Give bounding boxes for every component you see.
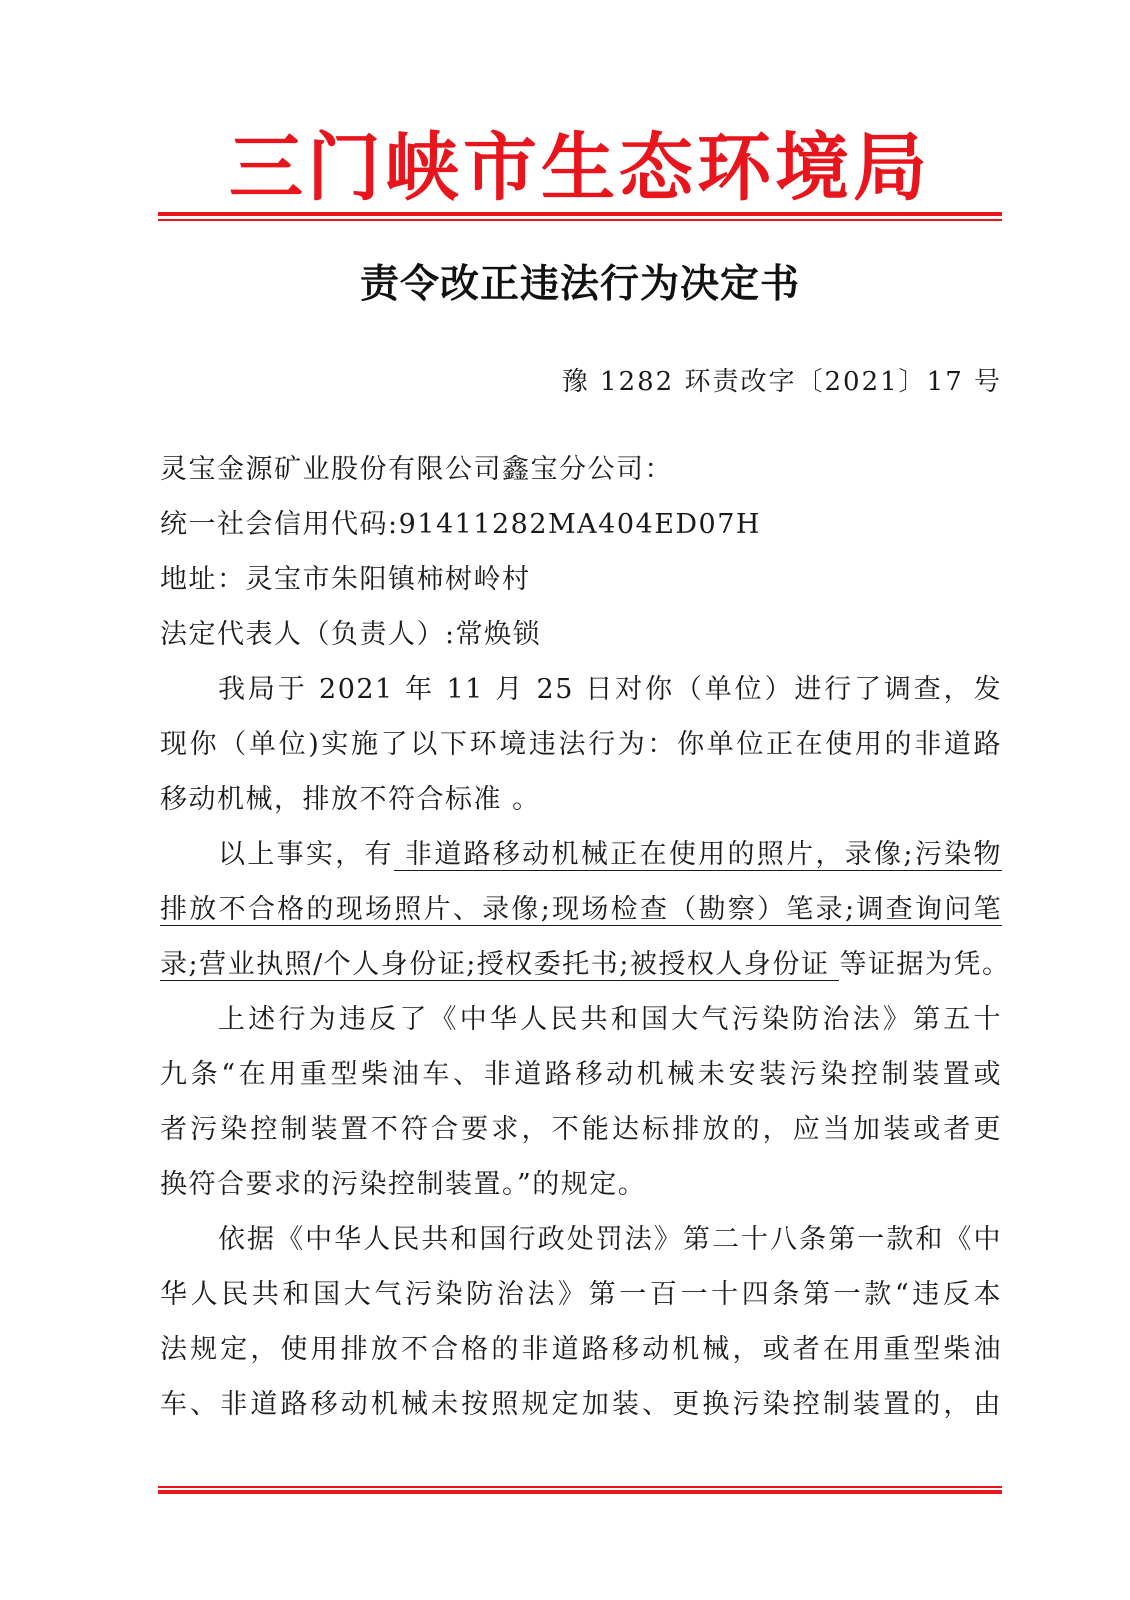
- recipient-representative: 法定代表人（负责人）:常焕锁: [160, 619, 542, 650]
- paragraph-basis-line: 华人民共和国大气污染防治法》第一百一十四条第一款“违反本: [160, 1279, 1002, 1310]
- evidence-list: 录;营业执照/个人身份证;授权委托书;被授权人身份证: [160, 949, 840, 980]
- evidence-suffix: 等证据为凭。: [839, 949, 1011, 980]
- paragraph-investigation-line: 现你（单位)实施了以下环境违法行为：你单位正在使用的非道路: [160, 729, 1002, 760]
- paragraph-evidence-line: [160, 937, 1011, 992]
- footer-rule-thin: [158, 1486, 1002, 1488]
- evidence-list: 非道路移动机械正在使用的照片，录像;污染物: [393, 839, 1002, 870]
- agency-header: 三门峡市生态环境局: [229, 125, 931, 211]
- paragraph-violation-line: 九条“在用重型柴油车、非道路移动机械未安装污染控制装置或: [160, 1059, 1002, 1090]
- recipient-credit-code: 统一社会信用代码:91411282MA404ED07H: [160, 509, 761, 540]
- paragraph-basis-line: 法规定，使用排放不合格的非道路移动机械，或者在用重型柴油: [160, 1334, 1002, 1365]
- paragraph-violation-line: 者污染控制装置不符合要求，不能达标排放的，应当加装或者更: [160, 1114, 1002, 1145]
- document-number: 豫 1282 环责改字〔2021〕17 号: [561, 367, 1002, 397]
- header-rule-thin: [158, 219, 1002, 221]
- evidence-prefix: 以上事实，有: [218, 839, 394, 870]
- paragraph-evidence-line: [160, 882, 1002, 937]
- recipient-address: 地址：灵宝市朱阳镇柿树岭村: [160, 564, 531, 595]
- paragraph-evidence-line: [160, 827, 1002, 882]
- evidence-list: 排放不合格的现场照片、录像;现场检查（勘察）笔录;调查询问笔: [160, 894, 1002, 925]
- header-rule-thick: [158, 212, 1002, 216]
- paragraph-investigation-line: 移动机械，排放不符合标准 。: [160, 784, 541, 815]
- footer-rule-thick: [158, 1490, 1002, 1494]
- recipient-name: 灵宝金源矿业股份有限公司鑫宝分公司：: [160, 454, 673, 485]
- paragraph-violation-line: 上述行为违反了《中华人民共和国大气污染防治法》第五十: [218, 1004, 1002, 1035]
- paragraph-violation-line: 换符合要求的污染控制装置。”的规定。: [160, 1169, 647, 1200]
- paragraph-basis-line: 依据《中华人民共和国行政处罚法》第二十八条第一款和《中: [218, 1224, 1002, 1255]
- paragraph-investigation-line: 我局于 2021 年 11 月 25 日对你（单位）进行了调查，发: [218, 674, 1002, 705]
- paragraph-basis-line: 车、非道路移动机械未按照规定加装、更换污染控制装置的，由: [160, 1389, 1002, 1420]
- document-body: [160, 442, 1011, 1432]
- document-title: 责令改正违法行为决定书: [359, 261, 800, 307]
